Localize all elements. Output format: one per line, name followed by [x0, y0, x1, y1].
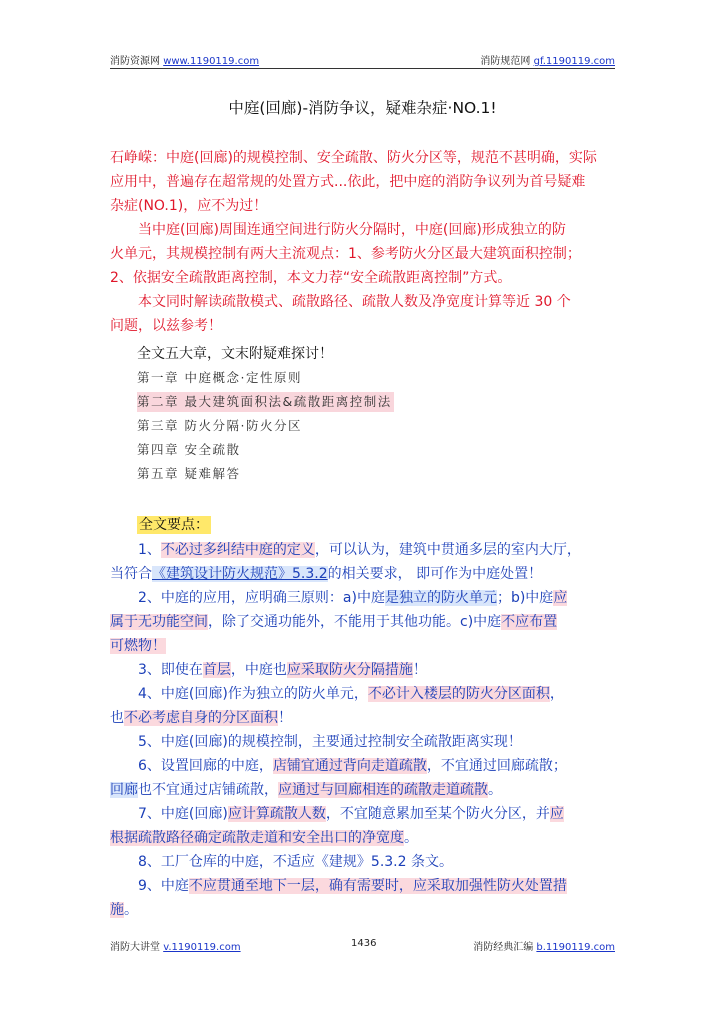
point-7-line-2: 根据疏散路径确定疏散走道和安全出口的净宽度。 — [110, 830, 418, 846]
point-4-line-1: 4、中庭(回廊)作为独立的防火单元，不必计入楼层的防火分区面积， — [138, 686, 564, 702]
intro-paragraph-3 — [110, 290, 615, 338]
point-2-line-3: 可燃物！ — [110, 638, 166, 654]
footer-right-link[interactable]: b.1190119.com — [536, 942, 615, 953]
intro-paragraph-1 — [110, 146, 615, 218]
point-7-line-1: 7、中庭(回廊)应计算疏散人数，不宜随意累加至某个防火分区，并应 — [138, 806, 564, 822]
footer-left-link[interactable]: v.1190119.com — [163, 942, 241, 953]
header-left — [110, 52, 259, 67]
point-9-line-1: 9、中庭不应贯通至地下一层，确有需要时，应采取加强性防火处置措 — [138, 878, 567, 894]
footer-left — [110, 938, 241, 953]
toc-chapter-5[interactable]: 第五章 疑难解答 — [137, 466, 241, 481]
point-1-line-2: 当符合《建筑设计防火规范》5.3.2的相关要求， 即可作为中庭处置！ — [110, 566, 543, 582]
header-left-label: 消防资源网 — [110, 56, 160, 67]
point-6-line-2: 回廊也不宜通过店铺疏散，应通过与回廊相连的疏散走道疏散。 — [110, 782, 502, 798]
text-line: 火单元，其规模控制有两大主流观点：1、参考防火分区最大建筑面积控制； — [110, 246, 581, 262]
point-2-line-2: 属于无功能空间，除了交通功能外，不能用于其他功能。c)中庭不应布置 — [110, 614, 558, 630]
summary-heading — [137, 514, 211, 534]
text-line: 石峥嵘：中庭(回廊)的规模控制、安全疏散、防火分区等，规范不甚明确，实际 — [110, 150, 597, 166]
footer-left-label: 消防大讲堂 — [110, 942, 160, 953]
text-line: 杂症(NO.1)，应不为过！ — [110, 198, 268, 214]
point-3-line-1: 3、即使在首层，中庭也应采取防火分隔措施！ — [138, 662, 427, 678]
text-line: 2、依据安全疏散距离控制，本文力荐“安全疏散距离控制”方式。 — [110, 270, 512, 286]
point-5-line-1: 5、中庭(回廊)的规模控制，主要通过控制安全疏散距离实现！ — [138, 734, 522, 750]
header-right-label: 消防规范网 — [480, 56, 531, 67]
toc-chapter-2[interactable]: 第二章 最大建筑面积法&疏散距离控制法 — [137, 392, 394, 412]
summary-heading-text: 全文要点： — [139, 517, 209, 533]
point-9-line-2: 施。 — [110, 902, 138, 918]
point-6-line-1: 6、设置回廊的中庭，店铺宜通过背向走道疏散，不宜通过回廊疏散； — [138, 758, 567, 774]
toc-chapter-1[interactable]: 第一章 中庭概念·定性原则 — [137, 370, 302, 385]
text-line: 本文同时解读疏散模式、疏散路径、疏散人数及净宽度计算等近 30 个 — [138, 294, 571, 310]
page-footer — [110, 938, 615, 954]
toc-chapter-3[interactable]: 第三章 防火分隔·防火分区 — [137, 418, 302, 433]
page-number: 1436 — [351, 938, 377, 949]
text-line: 应用中，普遍存在超常规的处置方式...依此，把中庭的消防争议列为首号疑难 — [110, 174, 586, 190]
point-4-line-2: 也不必考虑自身的分区面积！ — [110, 710, 292, 726]
header-right — [480, 52, 615, 67]
text-line: 当中庭(回廊)周围连通空间进行防火分隔时，中庭(回廊)形成独立的防 — [138, 222, 566, 238]
point-8-line-1: 8、工厂仓库的中庭，不适应《建规》5.3.2 条文。 — [138, 854, 453, 870]
header-right-link[interactable]: gf.1190119.com — [533, 56, 615, 67]
footer-right — [473, 938, 615, 953]
toc-lead: 全文五大章，文末附疑难探讨！ — [137, 346, 333, 362]
page-header — [110, 52, 615, 69]
summary-points — [110, 538, 615, 922]
toc-chapter-4[interactable]: 第四章 安全疏散 — [137, 442, 241, 457]
point-2-line-1: 2、中庭的应用，应明确三原则：a)中庭是独立的防火单元；b)中庭应 — [138, 590, 568, 606]
footer-right-label: 消防经典汇编 — [473, 942, 534, 953]
intro-paragraph-2 — [110, 218, 615, 290]
header-left-link[interactable]: www.1190119.com — [163, 56, 260, 67]
page-title: 中庭(回廊)-消防争议，疑难杂症·NO.1! — [228, 99, 497, 117]
text-line: 问题，以兹参考！ — [110, 318, 222, 334]
point-1-line-1: 1、不必过多纠结中庭的定义，可以认为，建筑中贯通多层的室内大厅， — [138, 542, 581, 558]
